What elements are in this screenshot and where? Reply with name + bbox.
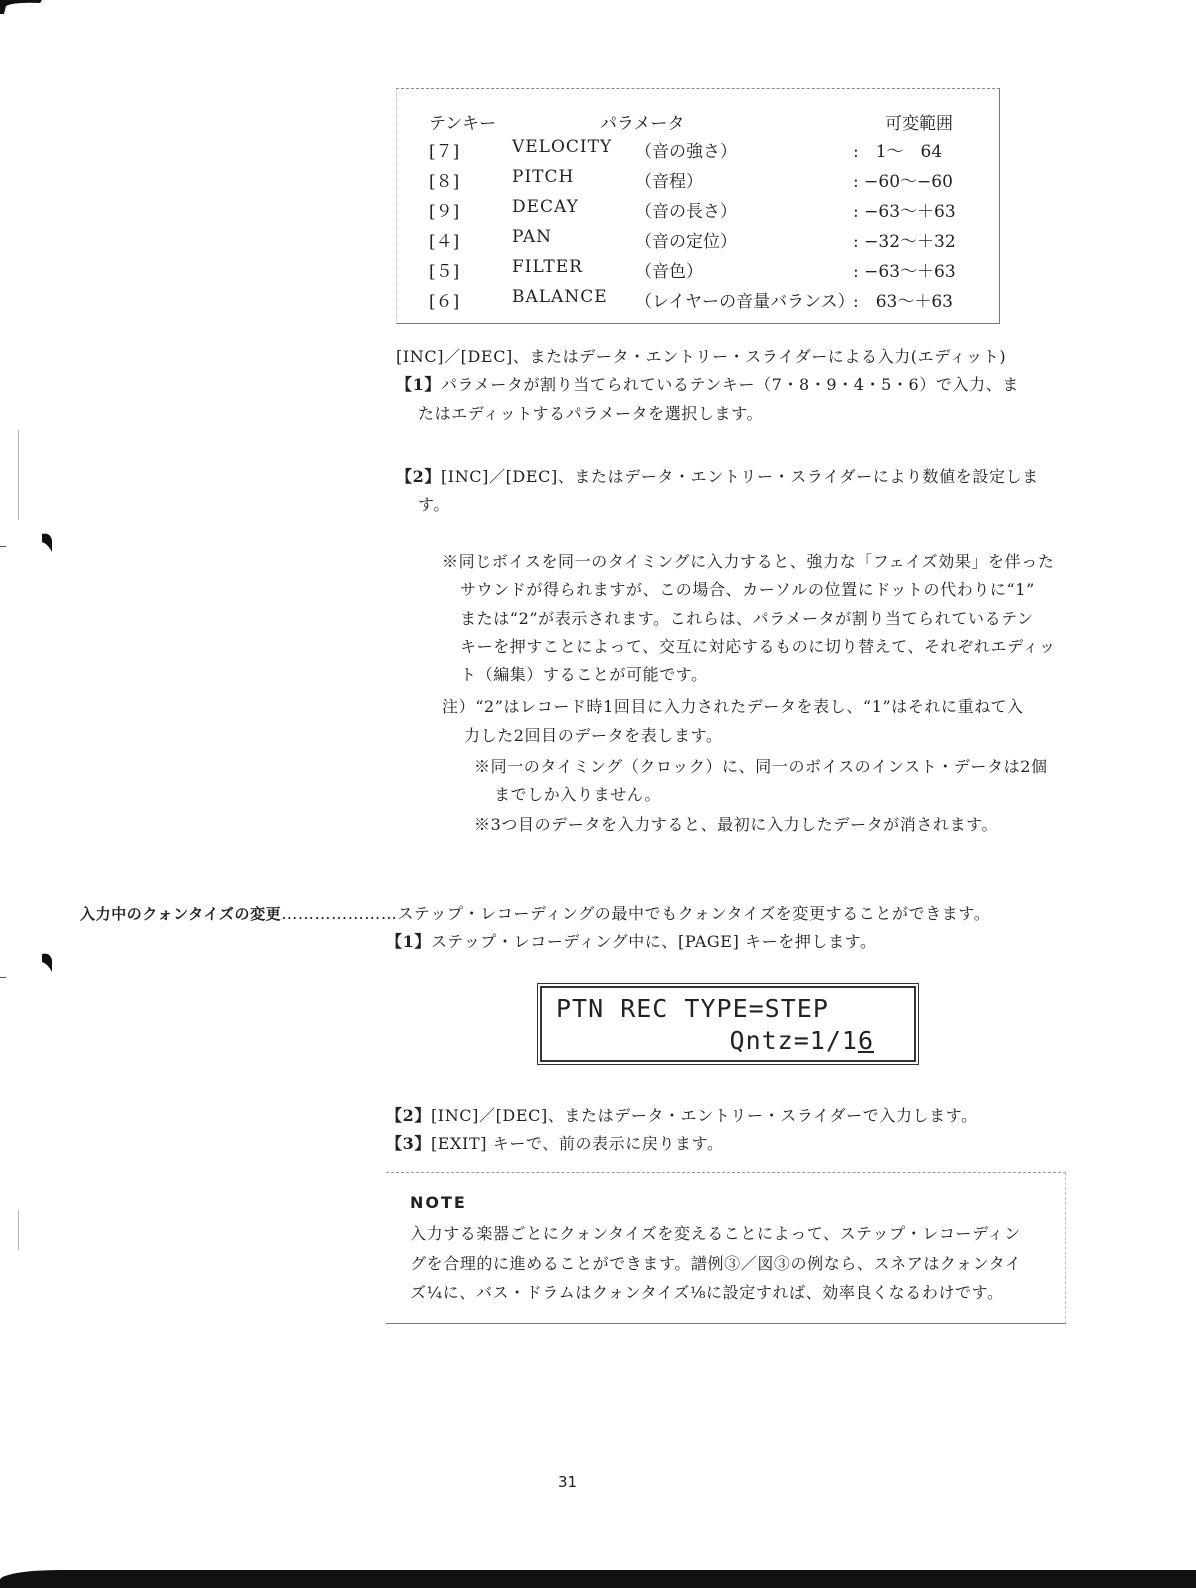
step-number: 【1】 xyxy=(386,932,431,951)
sub-note: ※同一のタイミング（クロック）に、同一のボイスのインスト・データは2個 xyxy=(474,757,1048,776)
lcd-line-2 xyxy=(730,1026,874,1055)
step-number: 【1】 xyxy=(396,375,441,394)
step-3 xyxy=(386,1131,724,1154)
step-number: 【2】 xyxy=(396,467,441,486)
note-box xyxy=(386,1172,1066,1324)
row-name: DECAY xyxy=(512,197,579,217)
row-desc: （音色） xyxy=(635,262,703,282)
caution-line: 力した2回目のデータを表します。 xyxy=(464,726,723,745)
parameter-table xyxy=(396,88,1000,324)
side-heading: 入力中のクォンタイズの変更 xyxy=(80,905,282,923)
note-title: NOTE xyxy=(410,1193,467,1212)
row-key: [４] xyxy=(429,232,460,252)
row-name: PAN xyxy=(512,227,553,247)
punch-mark xyxy=(40,952,54,972)
punch-mark xyxy=(40,532,54,552)
row-name: FILTER xyxy=(512,257,583,277)
row-name: VELOCITY xyxy=(512,137,613,157)
header-param: パラメータ xyxy=(600,114,685,134)
row-range: : −63〜＋63 xyxy=(853,202,956,222)
sub-note: ※3つ目のデータを入力すると、最初に入力したデータが消されます。 xyxy=(474,815,999,834)
note-line: ズ¼に、バス・ドラムはクォンタイズ⅛に設定すれば、効率良くなるわけです。 xyxy=(410,1283,1004,1302)
leader-dots: ………………… xyxy=(281,904,398,923)
step-text: ステップ・レコーディング中に、[PAGE] キーを押します。 xyxy=(430,932,877,951)
scan-bottom-edge xyxy=(0,1570,1196,1588)
step-number: 【2】 xyxy=(386,1106,431,1125)
row-range: : −63〜＋63 xyxy=(853,262,956,282)
step-number: 【3】 xyxy=(386,1134,431,1153)
row-key: [７] xyxy=(429,142,460,162)
quantize-change-heading xyxy=(80,901,990,924)
row-key: [８] xyxy=(429,172,460,192)
step-text-cont: たはエディットするパラメータを選択します。 xyxy=(418,404,764,423)
margin-tick xyxy=(18,430,19,520)
row-desc: （音の定位） xyxy=(635,232,737,252)
row-range: : 63〜＋63 xyxy=(853,292,953,312)
lcd-display xyxy=(540,986,916,1062)
row-desc: （レイヤーの音量バランス） xyxy=(635,292,855,312)
margin-tick xyxy=(0,977,6,978)
header-range: 可変範囲 xyxy=(885,114,953,134)
note-line: 入力する楽器ごとにクォンタイズを変えることによって、ステップ・レコーディン xyxy=(410,1224,1021,1243)
margin-tick xyxy=(0,546,6,547)
corner-mark xyxy=(0,0,42,14)
row-key: [６] xyxy=(429,292,460,312)
page-number: 31 xyxy=(558,1473,578,1491)
caution-line: 注）“2”はレコード時1回目に入力されたデータを表し、“1”はそれに重ねて入 xyxy=(442,697,1024,716)
row-name: PITCH xyxy=(512,167,575,187)
row-desc: （音程） xyxy=(635,172,703,192)
step-2 xyxy=(396,464,1039,487)
note-line: または“2”が表示されます。これらは、パラメータが割り当てられているテン xyxy=(460,609,1034,628)
row-name: BALANCE xyxy=(512,287,608,307)
lcd-line-1: PTN REC TYPE=STEP xyxy=(556,994,829,1023)
note-line: ト（編集）することが可能です。 xyxy=(460,665,708,684)
step-1 xyxy=(396,372,1019,395)
lcd-cursor-char: 6 xyxy=(857,1026,874,1055)
note-line: グを合理的に進めることができます。譜例③／図③の例なら、スネアはクォンタイ xyxy=(410,1254,1022,1273)
step-text: パラメータが割り当てられているテンキー（7・8・9・4・5・6）で入力、ま xyxy=(440,375,1019,394)
row-key: [５] xyxy=(429,262,460,282)
sub-note: までしか入りません。 xyxy=(494,785,661,804)
step-text: [INC]／[DEC]、またはデータ・エントリー・スライダーにより数値を設定しま xyxy=(440,467,1039,486)
step-2 xyxy=(386,1103,978,1126)
intro-text: ステップ・レコーディングの最中でもクォンタイズを変更することができます。 xyxy=(397,904,991,923)
note-line: キーを押すことによって、交互に対応するものに切り替えて、それぞれエディッ xyxy=(460,637,1056,656)
header-key: テンキー xyxy=(429,114,497,134)
row-range: : 1〜 64 xyxy=(853,142,943,162)
row-range: : −60〜−60 xyxy=(853,172,953,192)
lcd-quantize: Qntz=1/1 xyxy=(729,1026,858,1055)
step-text-cont: す。 xyxy=(418,495,450,514)
margin-tick xyxy=(18,1210,19,1250)
row-range: : −32〜＋32 xyxy=(853,232,956,252)
section-heading: [INC]／[DEC]、またはデータ・エントリー・スライダーによる入力(エディット) xyxy=(396,347,1007,366)
row-desc: （音の強さ） xyxy=(635,142,737,162)
row-desc: （音の長さ） xyxy=(635,202,737,222)
row-key: [９] xyxy=(429,202,460,222)
note-line: ※同じボイスを同一のタイミングに入力すると、強力な「フェイズ効果」を伴った xyxy=(442,552,1055,571)
step-text: [EXIT] キーで、前の表示に戻ります。 xyxy=(430,1134,724,1153)
note-line: サウンドが得られますが、この場合、カーソルの位置にドットの代わりに“1” xyxy=(460,580,1035,599)
step-1 xyxy=(386,929,877,952)
step-text: [INC]／[DEC]、またはデータ・エントリー・スライダーで入力します。 xyxy=(430,1106,978,1125)
